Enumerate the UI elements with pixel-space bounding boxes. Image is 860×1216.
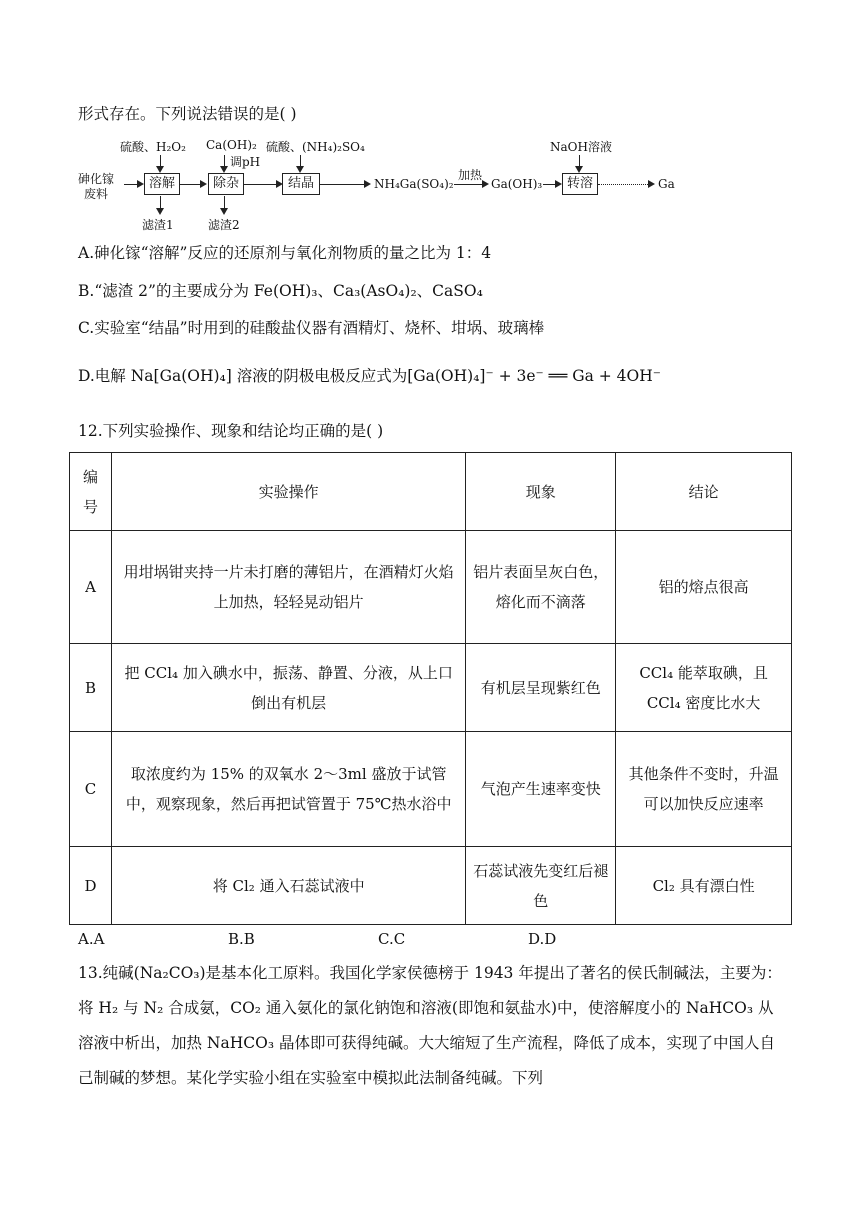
row-conclusion: Cl₂ 具有漂白性 bbox=[616, 847, 792, 925]
flow-reagent-4: NaOH溶液 bbox=[550, 140, 612, 154]
row-operation: 取浓度约为 15% 的双氧水 2～3ml 盛放于试管中，观察现象，然后再把试管置于 75℃热水浴中 bbox=[111, 732, 465, 847]
choice-d: D.D bbox=[528, 930, 557, 948]
header-id: 编号 bbox=[70, 453, 112, 531]
header-operation: 实验操作 bbox=[111, 453, 465, 531]
flow-step-remove-impurities: 除杂 bbox=[208, 173, 244, 195]
row-conclusion: CCl₄ 能萃取碘，且 CCl₄ 密度比水大 bbox=[616, 644, 792, 732]
row-id: A bbox=[70, 531, 112, 644]
flow-final-product: Ga bbox=[658, 177, 675, 191]
flow-residue-1: 滤渣1 bbox=[142, 218, 174, 232]
row-phenomenon: 石蕊试液先变红后褪色 bbox=[466, 847, 616, 925]
q13-paragraph: 13.纯碱(Na₂CO₃)是基本化工原料。我国化学家侯德榜于 1943 年提出了著名的侯氏制碱法，主要为：将 H₂ 与 N₂ 合成氨，CO₂ 通入氨化的氯化钠饱和溶液(即饱和氨盐水)中，使溶解度小的 NaHCO₃ 从溶液中析出，加热 NaHCO₃ 晶体即可获得纯碱。大大缩短了生产流程，降低了成本，实现了中国人自己制碱的梦想。某化学实验小组在实验室中模拟此法制备纯碱。下列 bbox=[78, 964, 782, 1087]
process-flow-diagram bbox=[78, 138, 698, 234]
row-id: C bbox=[70, 732, 112, 847]
flow-start-label-2: 废料 bbox=[84, 187, 109, 201]
flow-reagent-2: Ca(OH)₂ bbox=[206, 138, 257, 152]
table-row bbox=[70, 531, 792, 644]
table-row bbox=[70, 644, 792, 732]
flow-residue-2: 滤渣2 bbox=[208, 218, 240, 232]
row-operation: 将 Cl₂ 通入石蕊试液中 bbox=[111, 847, 465, 925]
flow-reagent-3: 硫酸、(NH₄)₂SO₄ bbox=[266, 140, 365, 154]
row-id: B bbox=[70, 644, 112, 732]
row-id: D bbox=[70, 847, 112, 925]
row-operation: 用坩埚钳夹持一片未打磨的薄铝片，在酒精灯火焰上加热，轻轻晃动铝片 bbox=[111, 531, 465, 644]
flow-reagent-1: 硫酸、H₂O₂ bbox=[120, 140, 186, 154]
table-row bbox=[70, 732, 792, 847]
choice-a: A.A bbox=[78, 930, 105, 948]
q11-option-c: C.实验室“结晶”时用到的硅酸盐仪器有酒精灯、烧杯、坩埚、玻璃棒 bbox=[78, 319, 545, 337]
q11-option-d: D.电解 Na[Ga(OH)₄] 溶液的阴极电极反应式为[Ga(OH)₄]⁻ + 3e⁻ ══ Ga + 4OH⁻ bbox=[78, 367, 661, 385]
table-header-row bbox=[70, 453, 792, 531]
flow-step-dissolve: 溶解 bbox=[144, 173, 180, 195]
choice-b: B.B bbox=[228, 930, 255, 948]
q12-stem: 12.下列实验操作、现象和结论均正确的是( ) bbox=[78, 422, 384, 440]
row-phenomenon: 气泡产生速率变快 bbox=[466, 732, 616, 847]
q11-option-a: A.砷化镓“溶解”反应的还原剂与氧化剂物质的量之比为 1：4 bbox=[78, 244, 492, 262]
q12-table bbox=[69, 452, 792, 925]
flow-product-2: Ga(OH)₃ bbox=[491, 177, 543, 191]
header-phenomenon: 现象 bbox=[466, 453, 616, 531]
flow-start-label-1: 砷化镓 bbox=[78, 172, 115, 186]
header-conclusion: 结论 bbox=[616, 453, 792, 531]
flow-reagent-2-note: 调pH bbox=[230, 155, 261, 169]
row-phenomenon: 铝片表面呈灰白色，熔化而不滴落 bbox=[466, 531, 616, 644]
table-row bbox=[70, 847, 792, 925]
flow-heat-label: 加热 bbox=[458, 168, 483, 182]
row-operation: 把 CCl₄ 加入碘水中，振荡、静置、分液，从上口倒出有机层 bbox=[111, 644, 465, 732]
row-conclusion: 铝的熔点很高 bbox=[616, 531, 792, 644]
q11-option-b: B.“滤渣 2”的主要成分为 Fe(OH)₃、Ca₃(AsO₄)₂、CaSO₄ bbox=[78, 282, 483, 300]
question-intro: 形式存在。下列说法错误的是( ) bbox=[78, 105, 297, 123]
choice-c: C.C bbox=[378, 930, 406, 948]
row-phenomenon: 有机层呈现紫红色 bbox=[466, 644, 616, 732]
flow-step-crystallize: 结晶 bbox=[282, 173, 320, 195]
row-conclusion: 其他条件不变时，升温可以加快反应速率 bbox=[616, 732, 792, 847]
flow-step-redissolve: 转溶 bbox=[562, 173, 598, 195]
flow-product-1: NH₄Ga(SO₄)₂ bbox=[374, 177, 454, 191]
